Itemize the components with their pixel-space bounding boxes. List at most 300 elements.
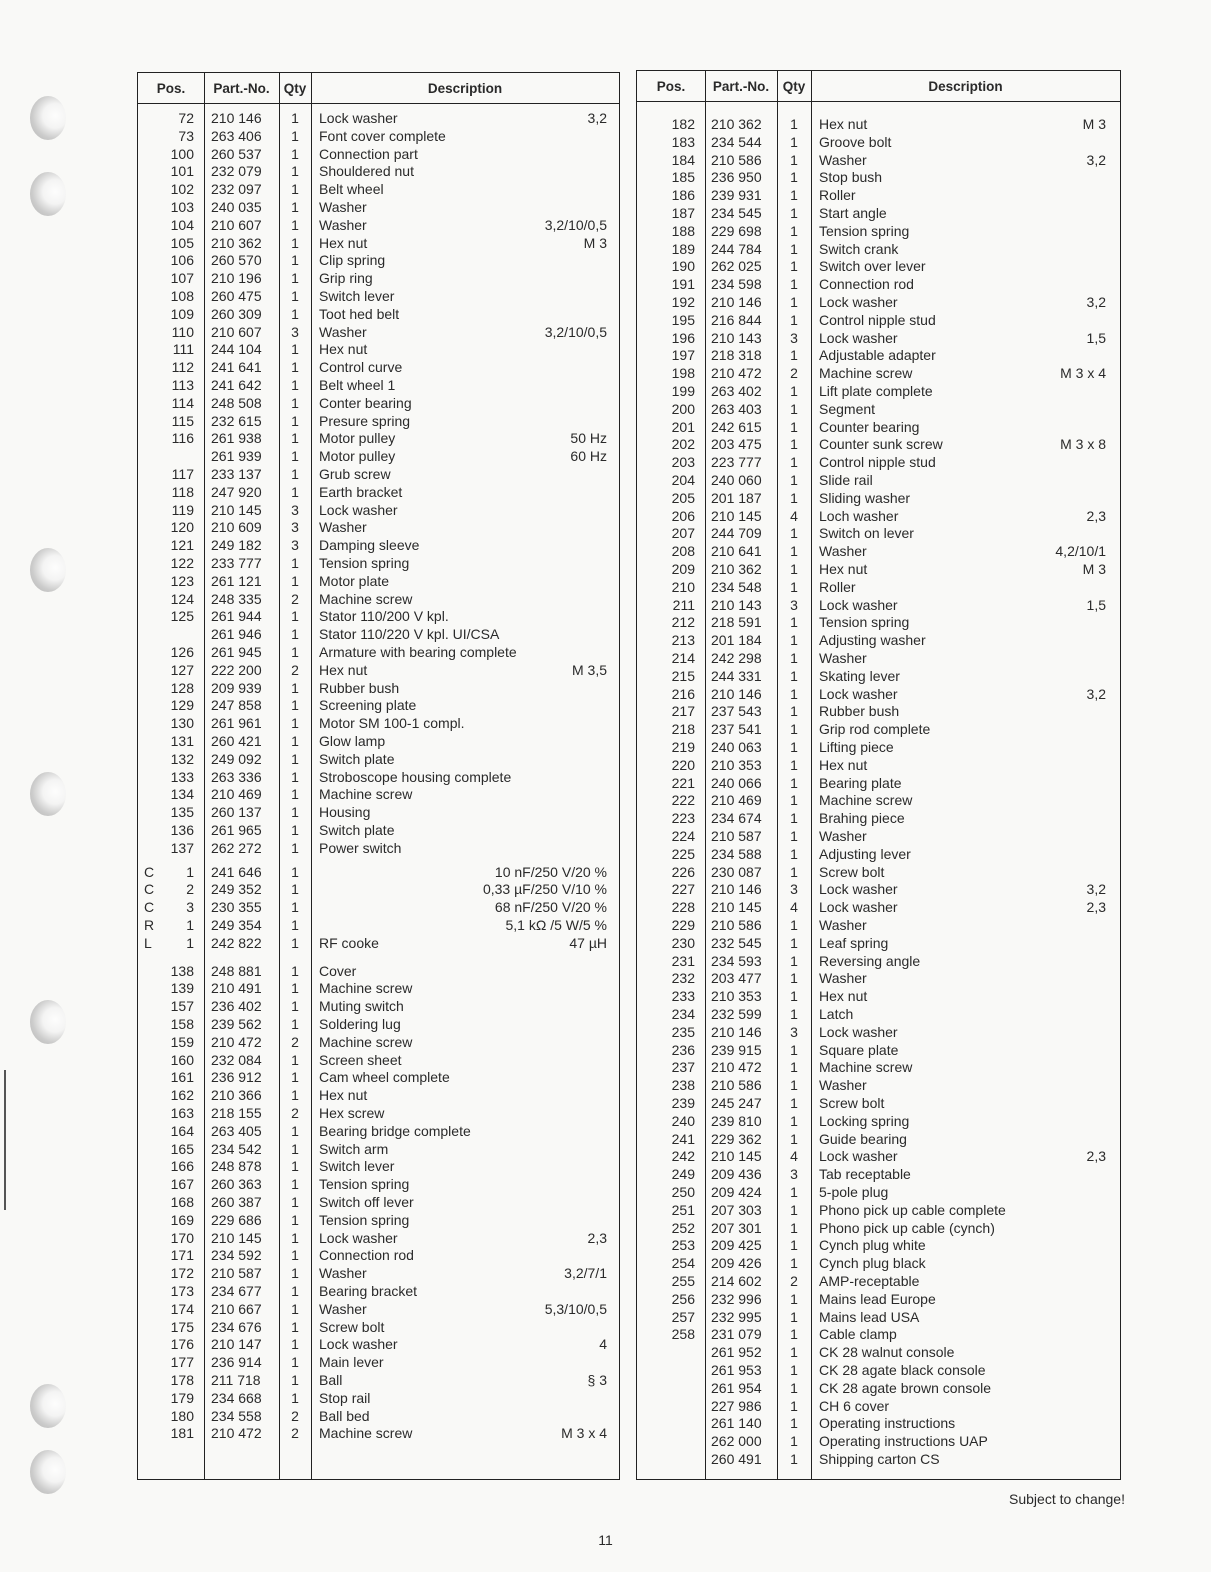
table-row	[138, 1372, 619, 1390]
row-position: 123	[170, 572, 194, 589]
header-part-no: Part.-No.	[712, 78, 770, 94]
row-quantity: 1	[291, 1211, 299, 1228]
row-position: 121	[170, 537, 194, 554]
row-description: Lifting piece	[819, 739, 894, 755]
row-part-number: 241 641	[211, 359, 262, 376]
row-quantity: 3	[291, 501, 299, 518]
row-description: Loch washer	[819, 507, 899, 524]
row-description: Shipping carton CS	[819, 1451, 940, 1467]
table-row	[637, 1131, 1120, 1149]
table-row	[138, 644, 619, 662]
row-position: 204	[671, 472, 695, 488]
row-part-number: 234 668	[211, 1389, 262, 1406]
row-specification: 2,3	[1086, 899, 1106, 916]
table-row	[138, 715, 619, 733]
table-row	[637, 1451, 1120, 1469]
row-position: 165	[170, 1140, 194, 1157]
row-specification: § 3	[587, 1372, 607, 1388]
table-row	[138, 430, 619, 448]
row-quantity: 1	[790, 952, 798, 969]
row-quantity: 1	[291, 252, 299, 269]
table-row	[138, 484, 619, 502]
row-description: Lock washer	[819, 596, 898, 613]
row-description: Screw bolt	[319, 1318, 385, 1335]
row-quantity: 1	[790, 1237, 798, 1254]
row-description: Machine screw	[319, 980, 413, 997]
row-quantity: 1	[291, 715, 299, 732]
header-description: Description	[427, 80, 503, 96]
row-description: Cable clamp	[819, 1326, 897, 1343]
row-part-number: 210 472	[711, 365, 762, 382]
row-part-number: 210 607	[211, 323, 262, 340]
table-row	[637, 828, 1120, 846]
table-row	[637, 347, 1120, 365]
row-quantity: 1	[291, 181, 299, 198]
table-row	[138, 1212, 619, 1230]
table-row	[138, 270, 619, 288]
row-position: 113	[171, 377, 194, 393]
binder-hole	[30, 1384, 66, 1428]
row-part-number: 223 777	[711, 454, 762, 471]
row-quantity: 1	[790, 721, 798, 738]
row-description: Washer	[319, 519, 367, 536]
row-part-number: 232 615	[211, 412, 262, 429]
row-position: 199	[671, 383, 695, 399]
table-row	[637, 1380, 1120, 1398]
row-position: 239	[671, 1095, 695, 1111]
row-description: Lock washer	[819, 294, 898, 310]
row-quantity: 1	[790, 1379, 798, 1396]
table-row	[138, 662, 619, 680]
row-position: 132	[170, 750, 194, 767]
row-quantity: 1	[790, 1006, 798, 1022]
row-position: 251	[671, 1201, 695, 1218]
row-position: 219	[671, 739, 695, 755]
row-quantity: 3	[790, 1166, 798, 1183]
row-position: 122	[170, 555, 194, 571]
table-row	[138, 252, 619, 270]
row-quantity: 1	[291, 786, 299, 803]
row-part-number: 232 545	[711, 934, 762, 951]
row-position: 215	[671, 667, 695, 684]
row-part-number: 261 945	[211, 644, 262, 660]
row-position: 208	[671, 543, 695, 560]
row-prefix: C	[144, 881, 155, 898]
row-part-number: 236 912	[211, 1069, 262, 1086]
row-specification: M 3	[1082, 561, 1106, 577]
row-part-number: 239 931	[711, 187, 762, 204]
table-row	[138, 864, 619, 882]
row-description: Control nipple stud	[819, 311, 936, 328]
table-row	[138, 1087, 619, 1105]
row-quantity: 1	[790, 489, 798, 506]
row-description: Roller	[819, 187, 856, 204]
row-description: Lock washer	[819, 1023, 898, 1040]
row-description: Connection part	[319, 145, 418, 162]
row-description: Motor SM 100-1 compl.	[319, 715, 465, 732]
row-quantity: 1	[790, 151, 798, 168]
table-row	[637, 632, 1120, 650]
row-description: Hex nut	[319, 661, 368, 678]
table-row	[637, 1326, 1120, 1344]
table-row	[637, 472, 1120, 490]
row-specification: 4,2/10/1	[1055, 543, 1106, 560]
row-description: Segment	[819, 400, 876, 417]
row-part-number: 234 674	[711, 810, 762, 827]
row-position: 176	[170, 1336, 194, 1353]
row-position: 166	[170, 1158, 194, 1175]
row-position: 184	[671, 151, 695, 168]
table-row	[637, 1042, 1120, 1060]
row-description: Machine screw	[819, 792, 913, 809]
row-part-number: 210 362	[711, 561, 762, 577]
table-header	[637, 71, 1120, 102]
row-part-number: 232 084	[211, 1051, 262, 1068]
row-quantity: 1	[291, 1176, 299, 1193]
row-part-number: 239 562	[211, 1016, 262, 1032]
row-description: Stop bush	[819, 169, 883, 186]
row-description: Font cover complete	[319, 127, 446, 144]
row-part-number: 260 421	[211, 733, 262, 749]
row-description: Machine screw	[319, 1425, 413, 1442]
row-position: 112	[171, 359, 194, 376]
row-description: 5-pole plug	[819, 1184, 889, 1200]
row-quantity: 1	[790, 792, 798, 809]
row-part-number: 260 363	[211, 1176, 262, 1193]
row-specification: 4	[599, 1336, 607, 1353]
row-quantity: 1	[291, 1016, 299, 1032]
row-description: Bearing bridge complete	[319, 1122, 471, 1139]
row-position: 227	[671, 881, 695, 898]
table-row	[138, 786, 619, 804]
row-description: Cover	[319, 962, 357, 979]
row-description: Hex nut	[819, 116, 868, 132]
row-specification: 3,2	[1086, 881, 1106, 898]
table-row	[138, 1052, 619, 1070]
row-description: Shouldered nut	[319, 163, 414, 180]
row-description: Screw bolt	[819, 1095, 885, 1111]
table-row	[138, 1123, 619, 1141]
row-part-number: 236 914	[211, 1354, 262, 1371]
row-specification: 5,3/10/0,5	[544, 1300, 607, 1317]
row-position: 237	[671, 1059, 695, 1076]
header-pos: Pos.	[656, 78, 686, 94]
table-row	[637, 864, 1120, 882]
row-description: Machine screw	[319, 590, 413, 607]
table-row	[637, 1398, 1120, 1416]
table-row	[637, 312, 1120, 330]
row-position: 72	[178, 110, 194, 126]
table-row	[637, 935, 1120, 953]
row-quantity: 1	[790, 1219, 798, 1236]
row-description: Screen sheet	[319, 1051, 402, 1068]
row-description: Washer	[319, 323, 367, 340]
row-position: 170	[170, 1229, 194, 1246]
binder-hole	[30, 1000, 66, 1044]
table-row	[637, 792, 1120, 810]
table-row	[138, 181, 619, 199]
row-quantity: 1	[291, 733, 299, 749]
row-part-number: 210 145	[211, 501, 262, 518]
row-position: 1	[186, 934, 194, 951]
row-description: Motor plate	[319, 572, 390, 589]
row-quantity: 3	[790, 881, 798, 898]
table-header	[138, 73, 619, 104]
row-specification: 1,5	[1086, 596, 1106, 613]
row-quantity: 1	[790, 133, 798, 150]
row-description: Stroboscope housing complete	[319, 768, 512, 785]
row-quantity: 1	[291, 1087, 299, 1104]
row-part-number: 240 035	[211, 199, 262, 215]
row-description: Lock washer	[319, 501, 398, 518]
row-quantity: 1	[291, 572, 299, 589]
row-part-number: 210 472	[211, 1425, 262, 1442]
row-description: Skating lever	[819, 667, 900, 684]
row-quantity: 1	[790, 116, 798, 132]
row-part-number: 207 301	[711, 1219, 762, 1236]
row-position: 249	[671, 1166, 695, 1183]
row-description: Start angle	[819, 205, 887, 221]
table-row	[637, 223, 1120, 241]
row-quantity: 1	[790, 1397, 798, 1414]
row-description: Brahing piece	[819, 810, 905, 827]
row-part-number: 263 402	[711, 383, 762, 399]
row-position: 217	[671, 703, 695, 720]
row-part-number: 210 586	[711, 1077, 762, 1094]
row-part-number: 261 938	[211, 430, 262, 447]
row-part-number: 210 667	[211, 1300, 262, 1317]
row-quantity: 1	[790, 1059, 798, 1076]
row-part-number: 210 353	[711, 756, 762, 773]
row-part-number: 232 995	[711, 1308, 762, 1325]
table-row	[637, 1024, 1120, 1042]
row-description: Switch arm	[319, 1140, 389, 1157]
table-row	[637, 1291, 1120, 1309]
table-row	[637, 1077, 1120, 1095]
row-part-number: 263 406	[211, 127, 262, 144]
row-description: Power switch	[319, 839, 402, 856]
row-description: Tension spring	[319, 1176, 410, 1193]
row-position: 172	[170, 1265, 194, 1282]
table-row	[138, 1034, 619, 1052]
row-description: Lock washer	[819, 329, 898, 346]
row-description: Machine screw	[319, 786, 413, 803]
row-quantity: 1	[790, 1326, 798, 1343]
row-quantity: 1	[790, 1451, 798, 1467]
row-description: Roller	[819, 578, 856, 595]
row-quantity: 3	[790, 1023, 798, 1040]
table-row	[637, 561, 1120, 579]
page-number: 11	[598, 1532, 613, 1548]
row-position: 179	[170, 1389, 194, 1406]
row-part-number: 262 272	[211, 839, 262, 856]
table-row	[637, 579, 1120, 597]
row-position: 200	[671, 400, 695, 417]
table-row	[138, 217, 619, 235]
row-quantity: 1	[790, 187, 798, 204]
row-quantity: 1	[790, 1344, 798, 1361]
row-part-number: 260 309	[211, 305, 262, 322]
table-row	[138, 306, 619, 324]
row-part-number: 245 247	[711, 1095, 762, 1111]
row-position: 213	[671, 632, 695, 649]
row-quantity: 1	[790, 1041, 798, 1058]
row-quantity: 1	[790, 863, 798, 880]
row-position: 105	[170, 234, 194, 251]
row-position: 190	[671, 258, 695, 275]
row-description: Mains lead Europe	[819, 1290, 936, 1307]
row-part-number: 218 591	[711, 614, 762, 631]
row-part-number: 234 544	[711, 133, 762, 150]
row-description: Rubber bush	[319, 679, 400, 696]
row-part-number: 232 079	[211, 163, 262, 180]
row-quantity: 1	[790, 934, 798, 951]
row-position: 250	[671, 1184, 695, 1200]
table-row	[138, 881, 619, 899]
row-description: Slide rail	[819, 472, 873, 488]
table-row	[637, 1255, 1120, 1273]
row-part-number: 239 915	[711, 1041, 762, 1058]
row-part-number: 241 646	[211, 863, 262, 880]
row-position: 108	[170, 288, 194, 304]
table-row	[138, 502, 619, 520]
row-position: 232	[671, 970, 695, 987]
row-quantity: 1	[291, 341, 299, 358]
row-position: 157	[170, 998, 194, 1015]
binder-hole	[30, 1450, 66, 1494]
row-quantity: 1	[790, 294, 798, 310]
row-specification: 1,5	[1086, 329, 1106, 346]
row-part-number: 210 145	[711, 899, 762, 916]
row-position: 253	[671, 1237, 695, 1254]
table-row	[138, 963, 619, 981]
table-row	[138, 288, 619, 306]
row-part-number: 210 362	[711, 116, 762, 132]
row-quantity: 1	[291, 1247, 299, 1264]
row-specification: 3,2	[587, 110, 607, 126]
row-position: 109	[170, 305, 194, 322]
row-quantity: 1	[291, 1318, 299, 1335]
row-position: 175	[170, 1318, 194, 1335]
table-row	[637, 1273, 1120, 1291]
row-quantity: 1	[291, 466, 299, 482]
row-description: Operating instructions UAP	[819, 1433, 988, 1450]
row-position: 258	[671, 1326, 695, 1343]
row-position: 120	[170, 519, 194, 536]
row-part-number: 248 878	[211, 1158, 262, 1175]
row-position: 241	[671, 1130, 695, 1147]
table-row	[637, 953, 1120, 971]
row-part-number: 260 537	[211, 145, 262, 162]
row-quantity: 1	[291, 412, 299, 429]
row-description: Lock washer	[819, 1148, 898, 1165]
row-quantity: 3	[291, 519, 299, 536]
row-position: 125	[170, 608, 194, 625]
row-position: 233	[671, 988, 695, 1005]
table-row	[637, 330, 1120, 348]
row-part-number: 210 607	[211, 216, 262, 233]
row-quantity: 1	[790, 525, 798, 542]
row-quantity: 2	[790, 365, 798, 382]
table-row	[637, 454, 1120, 472]
row-quantity: 1	[291, 1158, 299, 1175]
row-quantity: 1	[291, 881, 299, 898]
table-row	[637, 1113, 1120, 1131]
row-position: 210	[671, 578, 695, 595]
table-row	[138, 917, 619, 935]
row-specification: 60 Hz	[570, 448, 607, 465]
row-quantity: 1	[291, 839, 299, 856]
row-quantity: 1	[790, 1433, 798, 1450]
row-quantity: 1	[790, 667, 798, 684]
row-description: Groove bolt	[819, 133, 892, 150]
row-specification: 50 Hz	[570, 430, 607, 447]
row-description: Bearing plate	[819, 774, 902, 791]
row-description: Switch off lever	[319, 1194, 414, 1210]
row-position: 101	[170, 163, 194, 180]
row-description: Switch over lever	[819, 258, 926, 275]
row-position: 136	[170, 822, 194, 838]
table-row	[138, 935, 619, 953]
row-position: 188	[671, 222, 695, 239]
row-part-number: 210 146	[711, 294, 762, 310]
row-quantity: 1	[790, 703, 798, 720]
table-row	[637, 205, 1120, 223]
row-position: 100	[170, 145, 194, 162]
row-position: 107	[170, 270, 194, 287]
row-quantity: 3	[790, 329, 798, 346]
row-quantity: 1	[790, 810, 798, 827]
row-position: 178	[170, 1372, 194, 1388]
row-position: 202	[671, 436, 695, 453]
row-quantity: 1	[291, 934, 299, 951]
row-description: Lock washer	[819, 685, 898, 702]
row-part-number: 261 954	[711, 1379, 762, 1396]
row-description: Adjusting lever	[819, 845, 911, 862]
row-part-number: 227 986	[711, 1397, 762, 1414]
row-quantity: 1	[291, 145, 299, 162]
table-row	[637, 775, 1120, 793]
row-specification: 3,2	[1086, 294, 1106, 310]
row-position: 257	[671, 1308, 695, 1325]
table-row	[138, 769, 619, 787]
row-position: 192	[671, 294, 695, 310]
row-part-number: 210 641	[711, 543, 762, 560]
binder-hole	[30, 772, 66, 816]
row-part-number: 262 000	[711, 1433, 762, 1450]
row-position: 212	[671, 614, 695, 631]
row-quantity: 1	[291, 448, 299, 465]
row-description: CK 28 agate black console	[819, 1362, 986, 1378]
table-row	[138, 1408, 619, 1426]
row-description: Motor pulley	[319, 448, 396, 465]
row-description: Screening plate	[319, 697, 417, 714]
row-part-number: 231 079	[711, 1326, 762, 1343]
table-row	[637, 169, 1120, 187]
row-part-number: 232 996	[711, 1290, 762, 1307]
row-part-number: 261 946	[211, 626, 262, 643]
row-quantity: 1	[790, 258, 798, 275]
row-quantity: 1	[291, 998, 299, 1015]
row-quantity: 1	[790, 828, 798, 844]
row-quantity: 1	[291, 1354, 299, 1371]
row-description: Control nipple stud	[819, 454, 936, 471]
row-description: Locking spring	[819, 1112, 910, 1129]
row-part-number: 240 063	[711, 739, 762, 755]
row-specification: 10 nF/250 V/20 %	[494, 863, 607, 880]
row-position: 181	[170, 1425, 194, 1442]
row-part-number: 210 145	[211, 1229, 262, 1246]
